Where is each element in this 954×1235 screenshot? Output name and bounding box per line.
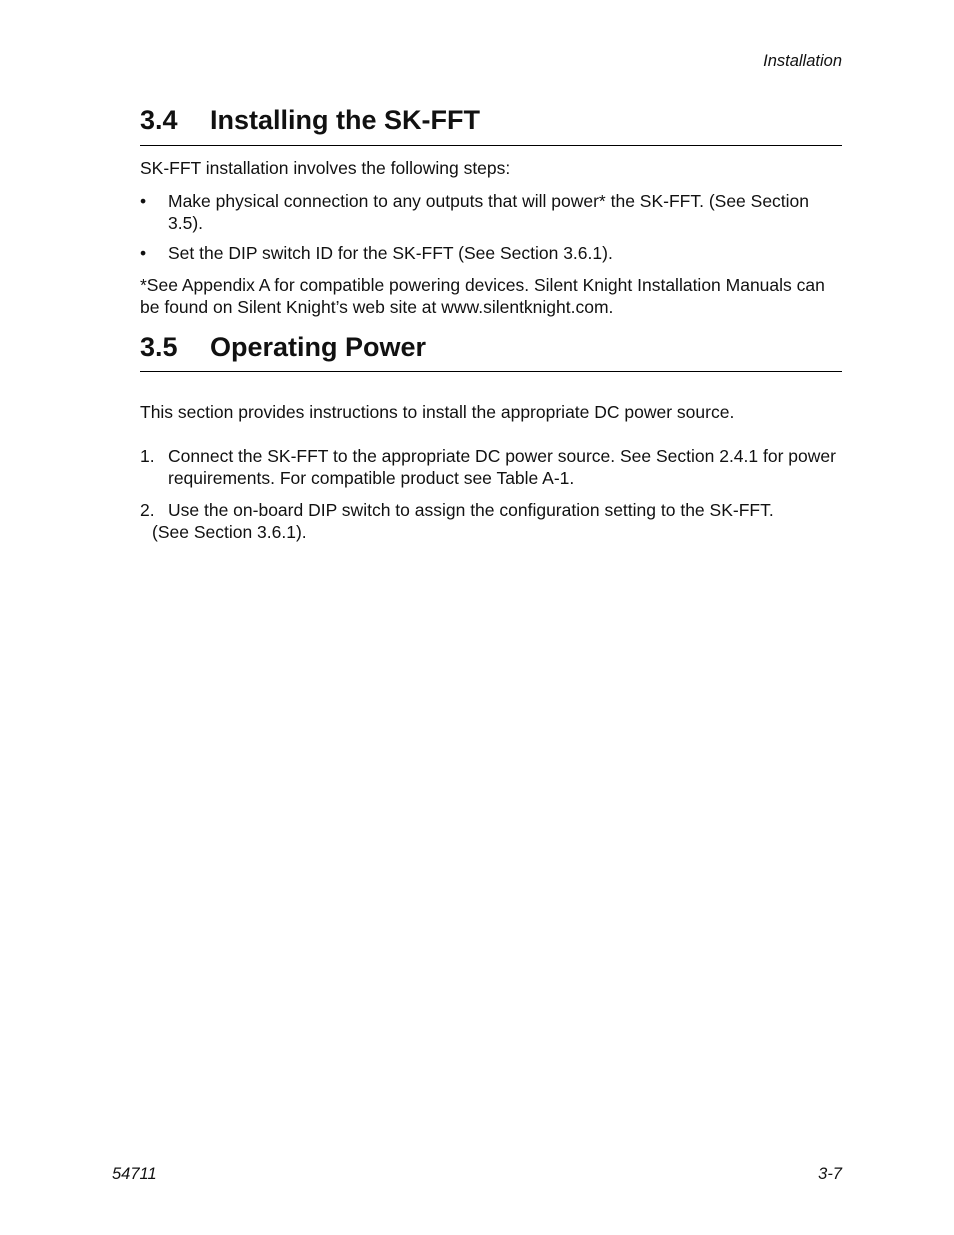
section-3-4-heading	[140, 104, 842, 146]
section-3-4-number: 3.4	[140, 105, 178, 135]
section-3-5-intro: This section provides instructions to install the appropriate DC power source.	[140, 402, 735, 422]
bullet-marker: •	[140, 191, 147, 211]
page-number: 3-7	[818, 1165, 842, 1183]
document-number: 54711	[112, 1165, 157, 1183]
step-text	[140, 499, 842, 543]
bullet-marker: •	[140, 243, 147, 263]
section-3-5-number: 3.5	[140, 332, 178, 362]
numbered-step	[140, 445, 842, 489]
bullet-text: Set the DIP switch ID for the SK-FFT (See Section 3.6.1).	[168, 243, 613, 263]
section-3-5-title: Operating Power	[210, 332, 427, 362]
step-number: 1.	[140, 446, 155, 466]
section-3-5-heading	[140, 331, 842, 372]
section-3-4-title: Installing the SK-FFT	[210, 105, 480, 135]
bullet-item	[140, 190, 842, 234]
section-3-4-intro: SK-FFT installation involves the following steps:	[140, 158, 511, 178]
step-text: Connect the SK-FFT to the appropriate DC power source. See Section 2.4.1 for power requirements. For compatible product see Table A-1.	[168, 446, 836, 488]
step-text-line: Use the on-board DIP switch to assign the configuration setting to the SK-FFT.	[168, 500, 774, 520]
step-text-line: (See Section 3.6.1).	[152, 522, 307, 542]
numbered-step	[140, 499, 842, 543]
step-number: 2.	[140, 500, 155, 520]
section-3-4-note: *See Appendix A for compatible powering devices. Silent Knight Installation Manuals can be found on Silent Knight’s web site at www.silentknight.com.	[140, 275, 825, 317]
bullet-text: Make physical connection to any outputs that will power* the SK-FFT. (See Section 3.5).	[168, 191, 810, 233]
bullet-item	[140, 242, 842, 264]
running-header: Installation	[763, 52, 842, 70]
